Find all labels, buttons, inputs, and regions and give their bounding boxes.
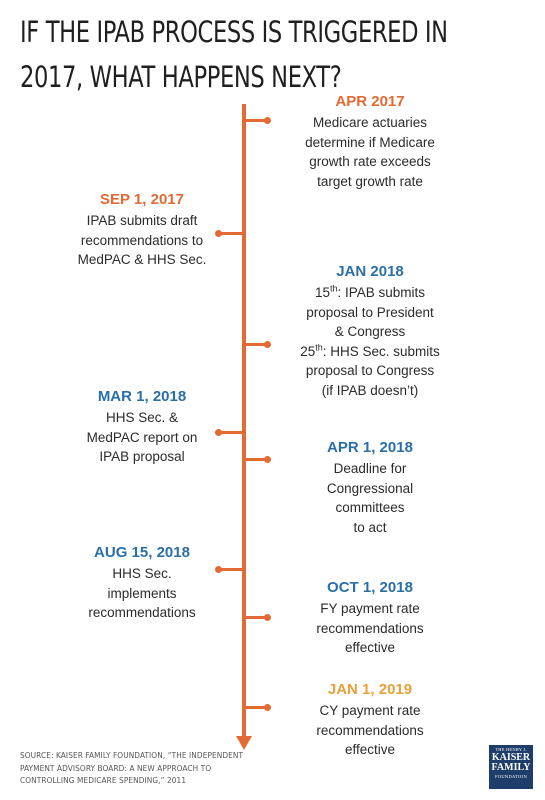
event-jan-1-2019 — [290, 680, 450, 760]
event-line: Deadline for — [333, 461, 407, 476]
title-line-2: 2017, WHAT HAPPENS NEXT? — [20, 60, 342, 94]
title-line-1: IF THE IPAB PROCESS IS TRIGGERED IN — [20, 15, 448, 49]
event-line: MedPAC report on — [86, 429, 198, 445]
event-line: HHS Sec. & — [105, 410, 179, 425]
ordinal-suffix: th — [329, 283, 338, 294]
tick-dot — [264, 117, 271, 124]
event-date: OCT 1, 2018 — [327, 579, 413, 596]
event-line: recommendations — [88, 605, 196, 620]
source-line: PAYMENT ADVISORY BOARD: A NEW APPROACH TO — [20, 762, 212, 773]
event-line: growth rate exceeds — [309, 154, 431, 169]
event-oct-1-2018 — [290, 578, 450, 658]
event-line: Congressional — [326, 480, 414, 496]
event-line: target growth rate — [317, 173, 423, 189]
event-date: SEP 1, 2017 — [100, 191, 184, 208]
event-sep-1-2017 — [52, 190, 232, 270]
event-line: recommendations to — [80, 232, 204, 248]
day-number: 15 — [314, 285, 330, 300]
event-text: : IPAB submits — [337, 285, 426, 300]
logo-text: THE HENRY J. — [495, 747, 527, 752]
event-date: JAN 1, 2019 — [327, 681, 413, 698]
page-title — [20, 10, 448, 100]
tick-dot — [264, 341, 271, 348]
tick-apr-2017 — [246, 119, 268, 122]
event-line: IPAB proposal — [99, 449, 185, 464]
timeline-arrowhead — [236, 736, 252, 750]
tick-jan-2019 — [246, 706, 268, 709]
event-text: : HHS Sec. submits — [322, 343, 440, 359]
source-line: CONTROLLING MEDICARE SPENDING,” 2011 — [20, 775, 187, 786]
day-number: 25 — [300, 343, 316, 359]
event-line: Medicare actuaries — [312, 115, 428, 130]
kff-logo — [489, 745, 533, 789]
event-line — [290, 342, 450, 362]
event-date: MAR 1, 2018 — [97, 388, 187, 405]
event-description — [290, 113, 450, 191]
event-date: APR 2017 — [335, 93, 405, 110]
event-description — [290, 459, 450, 537]
event-description — [290, 599, 450, 658]
event-line: & Congress — [334, 324, 406, 339]
tick-dot — [264, 704, 271, 711]
event-line: IPAB submits draft — [86, 213, 198, 228]
tick-dot — [264, 614, 271, 621]
tick-apr-2018 — [246, 458, 268, 461]
event-line: determine if Medicare — [305, 134, 435, 150]
tick-oct-2018 — [246, 616, 268, 619]
event-description — [52, 564, 232, 623]
tick-dot — [264, 456, 271, 463]
event-apr-2017 — [290, 92, 450, 191]
event-line: recommendations — [316, 620, 424, 636]
event-description — [52, 408, 232, 467]
event-line: committees — [335, 500, 405, 515]
event-line: FY payment rate — [320, 601, 420, 616]
event-jan-2018 — [290, 262, 450, 400]
event-line: proposal to President — [306, 304, 434, 320]
event-line: effective — [344, 742, 396, 757]
event-line: HHS Sec. — [112, 566, 172, 581]
event-line: (if IPAB doesn’t) — [321, 382, 419, 398]
event-line: MedPAC & HHS Sec. — [77, 252, 207, 267]
source-note — [20, 749, 350, 787]
event-description — [290, 283, 450, 400]
logo-text: FOUNDATION — [495, 774, 527, 779]
event-description — [52, 211, 232, 270]
event-aug-15-2018 — [52, 543, 232, 623]
event-date: JAN 2018 — [336, 263, 404, 280]
event-apr-1-2018 — [290, 438, 450, 537]
event-line: CY payment rate — [319, 703, 421, 718]
event-line: effective — [344, 640, 396, 655]
source-line: SOURCE: KAISER FAMILY FOUNDATION, “THE INDEPENDENT — [20, 750, 244, 760]
timeline-axis — [242, 104, 246, 738]
event-line — [290, 283, 450, 303]
event-date: AUG 15, 2018 — [94, 544, 190, 561]
event-date: APR 1, 2018 — [327, 439, 413, 456]
event-line: to act — [353, 519, 387, 535]
logo-text: FAMILY — [491, 762, 531, 773]
event-line: recommendations — [316, 722, 424, 738]
logo-text: KAISER — [491, 752, 531, 763]
ordinal-suffix: th — [315, 342, 323, 352]
tick-jan-2018 — [246, 343, 268, 346]
event-line: implements — [107, 585, 177, 601]
event-mar-1-2018 — [52, 387, 232, 467]
event-line: proposal to Congress — [305, 363, 435, 378]
